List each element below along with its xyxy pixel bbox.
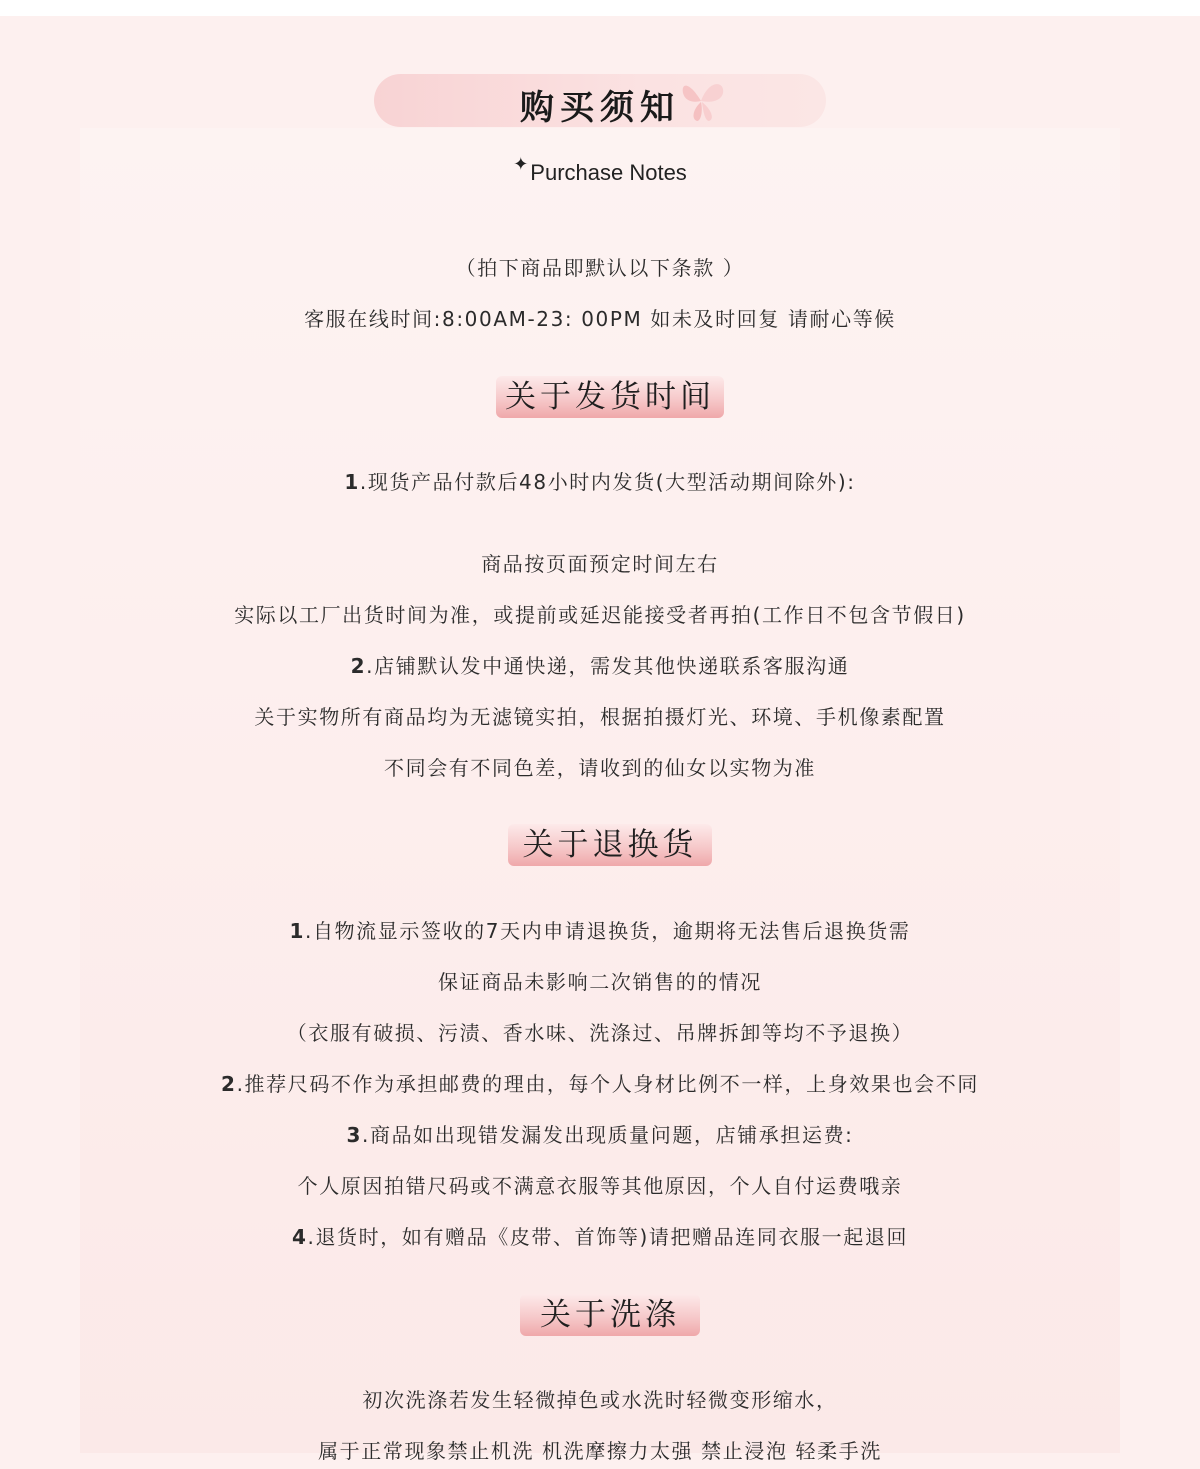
item-number: 1 <box>289 919 306 943</box>
item-text: 实际以工厂出货时间为准，或提前或延迟能接受者再拍(工作日不包含节假日) <box>234 603 966 627</box>
notice-line <box>0 466 1200 495</box>
notice-line <box>0 548 1200 577</box>
notice-line <box>0 1221 1200 1250</box>
item-text: 不同会有不同色差，请收到的仙女以实物为准 <box>384 756 816 780</box>
item-text: 关于实物所有商品均为无滤镜实拍，根据拍摄灯光、环境、手机像素配置 <box>254 705 946 729</box>
sparkle-icon: ✦ <box>513 154 529 174</box>
notice-line <box>0 701 1200 730</box>
item-text: .商品如出现错发漏发出现质量问题，店铺承担运费: <box>362 1123 854 1147</box>
notice-line <box>0 752 1200 781</box>
notice-line <box>0 915 1200 944</box>
item-number: 2 <box>221 1072 237 1096</box>
item-text: .现货产品付款后48小时内发货(大型活动期间除外): <box>359 470 856 494</box>
section-heading: 关于洗涤 <box>520 1294 700 1336</box>
notice-line <box>0 1068 1200 1097</box>
section-heading: 关于发货时间 <box>496 376 724 418</box>
notice-line <box>0 1170 1200 1199</box>
item-text: .推荐尺码不作为承担邮费的理由，每个人身材比例不一样，上身效果也会不同 <box>236 1072 979 1096</box>
notice-line <box>0 599 1200 628</box>
notice-line <box>0 1384 1200 1413</box>
item-text: .退货时，如有赠品《皮带、首饰等)请把赠品连同衣服一起退回 <box>307 1225 909 1249</box>
notice-line <box>0 1119 1200 1148</box>
item-text: 保证商品未影响二次销售的的情况 <box>438 970 762 994</box>
notice-line <box>0 1017 1200 1046</box>
item-number: 2 <box>350 654 367 678</box>
item-text: .店铺默认发中通快递，需发其他快递联系客服沟通 <box>366 654 850 678</box>
title-banner <box>374 74 826 127</box>
subtitle <box>0 154 1200 186</box>
subtitle-text: Purchase Notes <box>530 160 687 185</box>
item-text: .自物流显示签收的7天内申请退换货，逾期将无法售后退换货需 <box>305 919 911 943</box>
notice-line <box>0 966 1200 995</box>
item-text: 个人原因拍错尺码或不满意衣服等其他原因，个人自付运费哦亲 <box>297 1174 903 1198</box>
section-heading: 关于退换货 <box>508 824 712 866</box>
item-text: （衣服有破损、污渍、香水味、洗涤过、吊牌拆卸等均不予退换） <box>286 1021 914 1045</box>
notice-line <box>0 1435 1200 1464</box>
item-text: 商品按页面预定时间左右 <box>481 552 719 576</box>
page-title: 购买须知 <box>520 88 680 128</box>
butterfly-icon <box>679 77 729 125</box>
item-number: 3 <box>346 1123 363 1147</box>
intro-line: （拍下商品即默认以下条款 ） <box>455 256 745 280</box>
intro-line: 客服在线时间:8:00AM-23: 00PM 如未及时回复 请耐心等候 <box>304 307 896 331</box>
item-text: 初次洗涤若发生轻微掉色或水洗时轻微变形缩水， <box>362 1388 838 1412</box>
item-text: 属于正常现象禁止机洗 机洗摩擦力太强 禁止浸泡 轻柔手洗 <box>318 1439 882 1463</box>
item-number: 1 <box>344 470 360 494</box>
item-number: 4 <box>291 1225 308 1249</box>
notice-line <box>0 650 1200 679</box>
